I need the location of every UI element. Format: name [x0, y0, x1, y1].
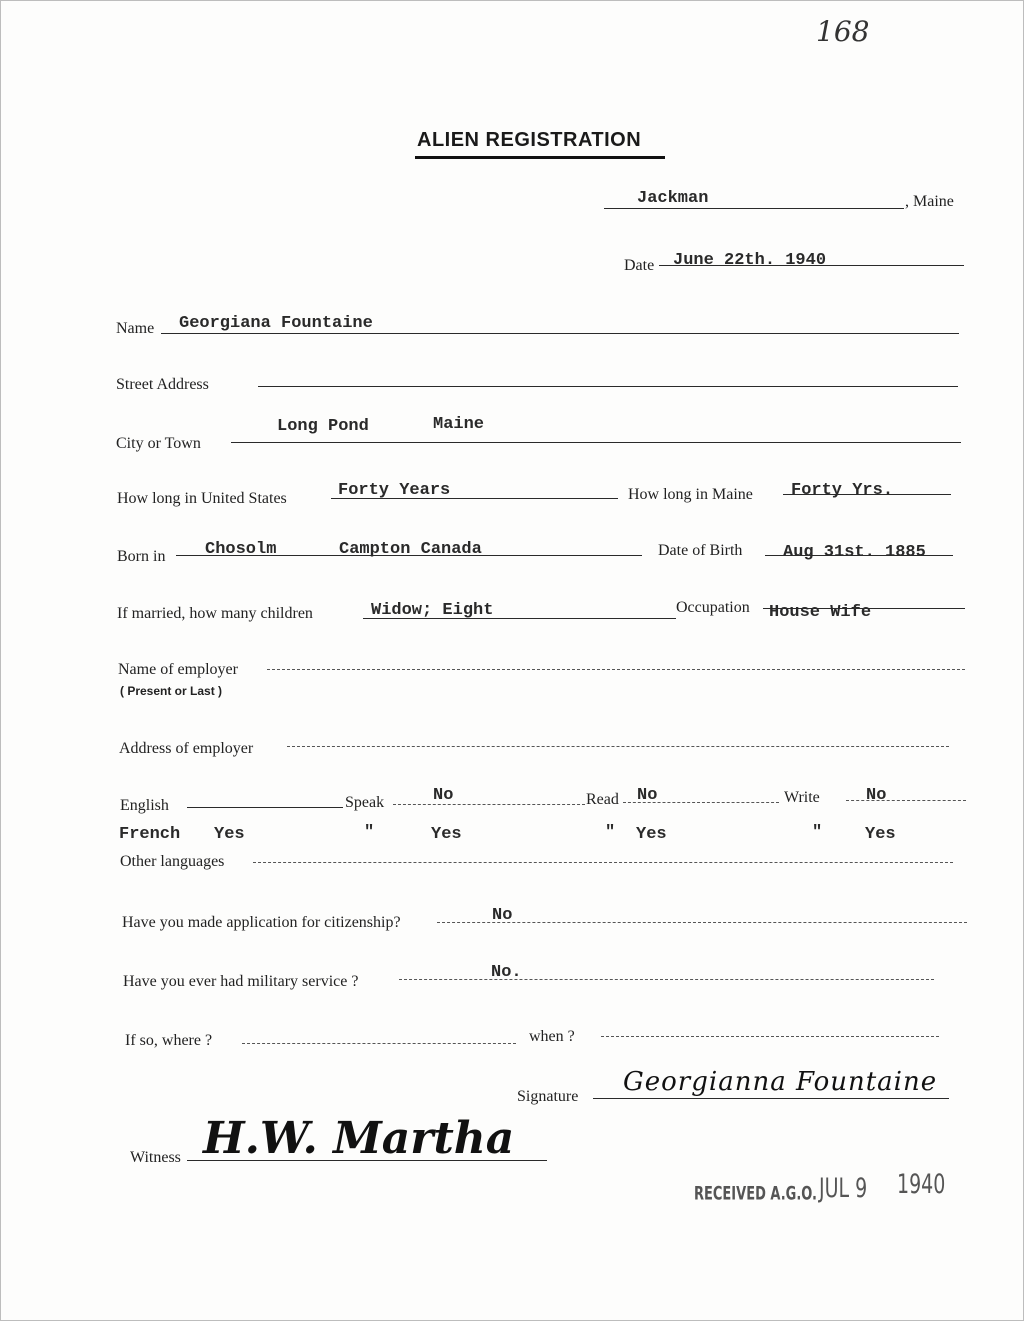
write-label: Write	[784, 789, 820, 806]
write-line	[846, 800, 966, 801]
date-value: June 22th. 1940	[673, 251, 827, 270]
how-long-maine-line	[783, 494, 951, 495]
city-line	[231, 442, 961, 443]
street-address-label: Street Address	[116, 376, 209, 393]
when-label: when ?	[529, 1028, 575, 1045]
french-label: French	[119, 825, 181, 844]
occupation-line	[763, 608, 965, 609]
state-label: , Maine	[905, 193, 954, 210]
where-label: If so, where ?	[125, 1032, 213, 1049]
when-line	[601, 1036, 939, 1037]
location-line	[604, 208, 904, 209]
employer-address-line	[287, 746, 949, 747]
city-town-value: Long Pond	[277, 417, 369, 436]
employer-label: Name of employer	[118, 661, 238, 678]
citizenship-line	[437, 922, 967, 923]
how-long-us-label: How long in United States	[117, 490, 287, 507]
speak-line	[393, 804, 585, 805]
name-line	[161, 333, 959, 334]
english-write-value: No	[866, 786, 887, 805]
city-state-value: Maine	[433, 415, 485, 434]
street-address-line	[258, 386, 958, 387]
ditto-write: "	[812, 823, 823, 842]
occupation-value: House Wife	[769, 603, 872, 622]
received-stamp-date: JUL 9	[819, 1173, 868, 1204]
name-label: Name	[116, 320, 155, 337]
how-long-maine-value: Forty Yrs.	[791, 481, 894, 500]
location-value: Jackman	[637, 189, 709, 208]
english-label: English	[120, 797, 169, 814]
title-underline	[415, 156, 665, 159]
date-line	[659, 265, 964, 266]
french-value: Yes	[214, 825, 245, 844]
witness-label: Witness	[130, 1149, 181, 1166]
employer-line	[267, 669, 965, 670]
received-stamp-year: 1940	[897, 1169, 946, 1200]
citizenship-value: No	[492, 906, 513, 925]
name-value: Georgiana Fountaine	[179, 314, 373, 333]
french-speak-value: Yes	[431, 825, 462, 844]
children-line	[363, 618, 676, 619]
page-number: 168	[816, 15, 870, 48]
ditto-speak: "	[364, 823, 375, 842]
date-of-birth-value: Aug 31st. 1885	[783, 543, 926, 562]
children-label: If married, how many children	[117, 605, 313, 622]
born-in-line	[176, 555, 642, 556]
form-title: ALIEN REGISTRATION	[417, 129, 642, 151]
other-languages-label: Other languages	[120, 853, 225, 870]
city-label: City or Town	[116, 435, 201, 452]
employer-address-label: Address of employer	[119, 740, 254, 757]
occupation-label: Occupation	[676, 599, 750, 616]
speak-label: Speak	[345, 794, 385, 811]
witness-line	[187, 1160, 547, 1161]
received-stamp-text: RECEIVED A.G.O.	[694, 1184, 817, 1205]
english-line	[187, 807, 343, 808]
citizenship-label: Have you made application for citizenship?	[122, 914, 401, 931]
military-value: No.	[491, 963, 522, 982]
how-long-maine-label: How long in Maine	[628, 486, 753, 503]
witness-value: H.W. Martha	[203, 1113, 515, 1164]
french-read-value: Yes	[636, 825, 667, 844]
military-line	[399, 979, 934, 980]
employer-sublabel: ( Present or Last )	[120, 684, 223, 698]
how-long-us-line	[331, 498, 618, 499]
where-line	[242, 1043, 516, 1044]
read-line	[623, 802, 779, 803]
read-label: Read	[586, 791, 619, 808]
children-value: Widow; Eight	[371, 601, 494, 620]
english-speak-value: No	[433, 786, 454, 805]
date-of-birth-label: Date of Birth	[658, 542, 743, 559]
other-languages-line	[253, 862, 953, 863]
date-of-birth-line	[765, 555, 953, 556]
french-write-value: Yes	[865, 825, 896, 844]
born-region-value: Campton Canada	[339, 540, 482, 559]
born-in-label: Born in	[117, 548, 166, 565]
ditto-read: "	[605, 823, 616, 842]
signature-line	[593, 1098, 949, 1099]
signature-value: Georgianna Fountaine	[623, 1067, 938, 1097]
signature-label: Signature	[517, 1088, 579, 1105]
military-label: Have you ever had military service ?	[123, 973, 359, 990]
date-label: Date	[624, 257, 655, 274]
born-place-value: Chosolm	[205, 540, 277, 559]
how-long-us-value: Forty Years	[338, 481, 451, 500]
english-read-value: No	[637, 786, 658, 805]
